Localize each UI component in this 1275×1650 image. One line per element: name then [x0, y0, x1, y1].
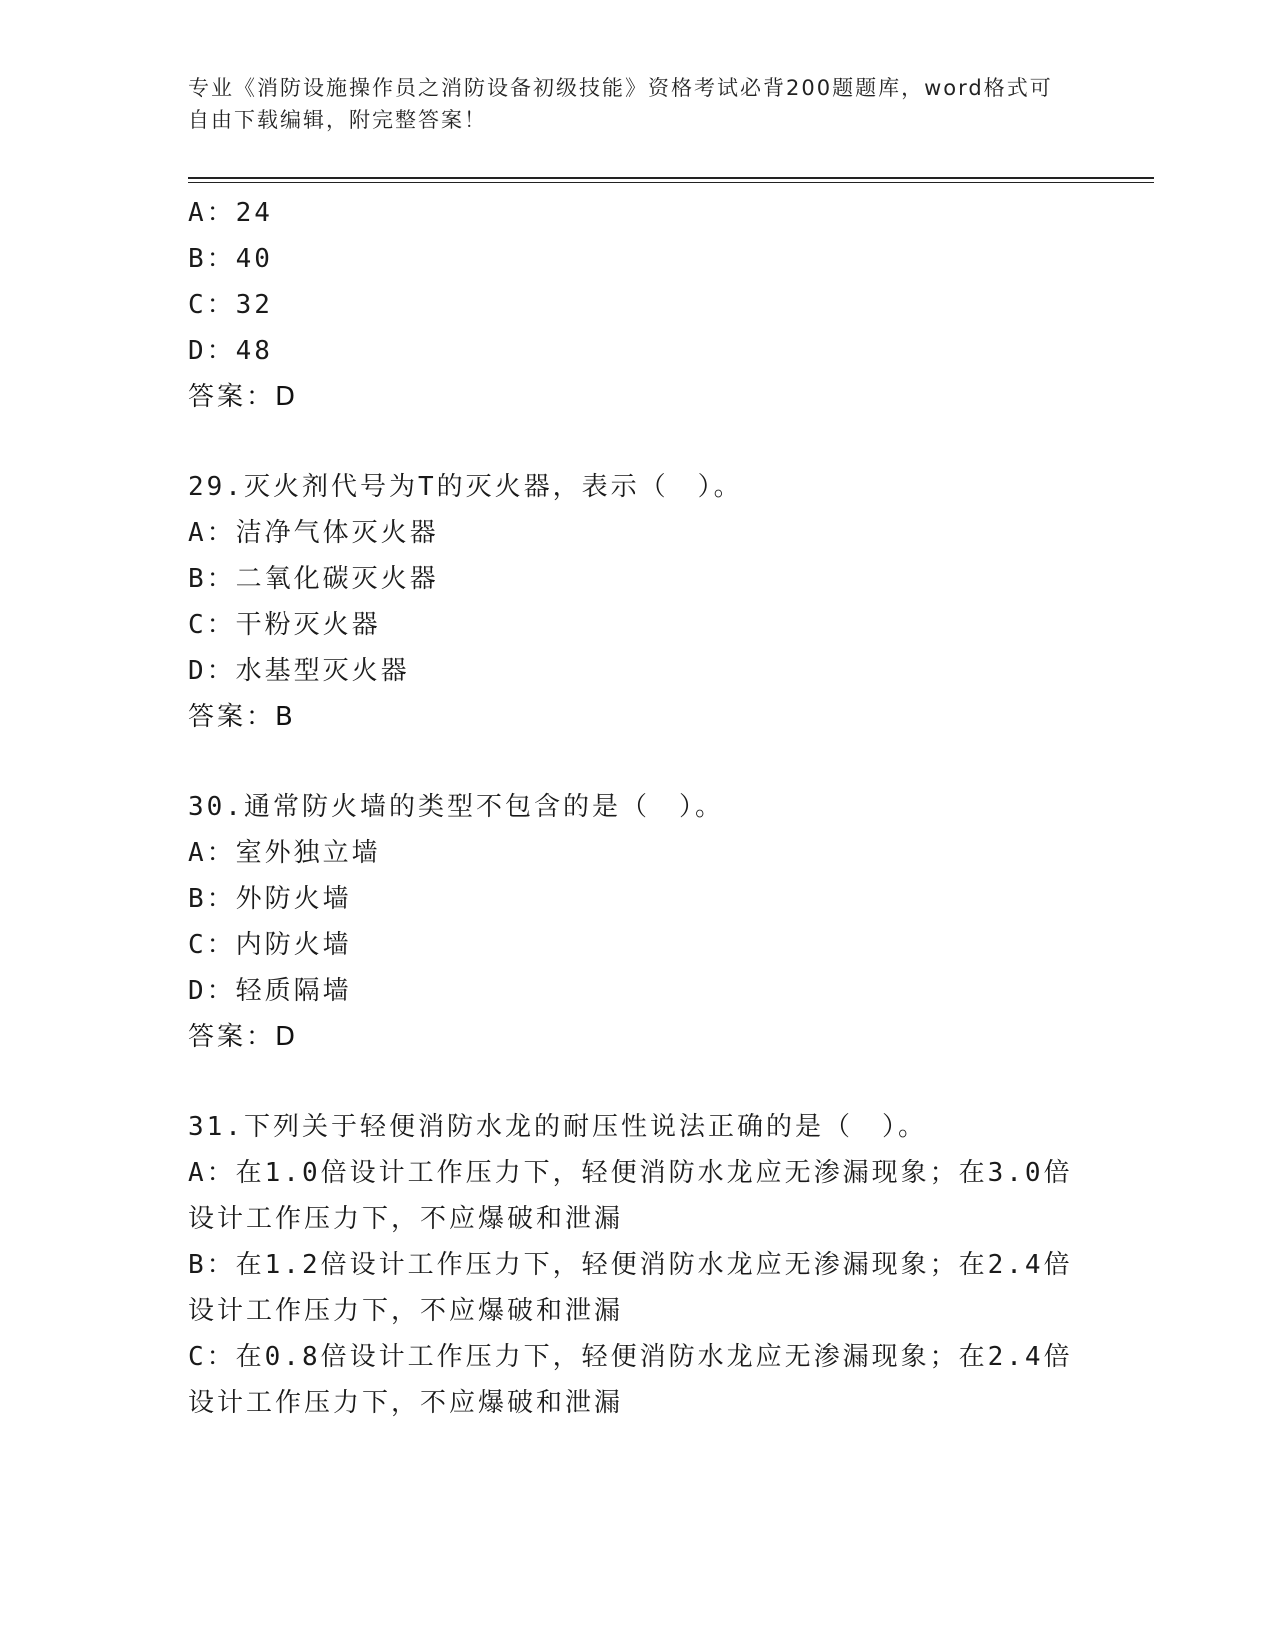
header-divider	[188, 177, 1154, 179]
option-a: A：在1.0倍设计工作压力下，轻便消防水龙应无渗漏现象；在3.0倍设计工作压力下，不应爆破和泄漏	[188, 1158, 1073, 1234]
option-d: D：水基型灭火器	[188, 656, 410, 686]
question-29	[188, 464, 1088, 740]
answer: 答案：D	[188, 382, 299, 412]
option-d: D：轻质隔墙	[188, 976, 352, 1006]
option-c: C：干粉灭火器	[188, 610, 381, 640]
option-c: C：32	[188, 290, 273, 320]
option-b: B：在1.2倍设计工作压力下，轻便消防水龙应无渗漏现象；在2.4倍设计工作压力下，不应爆破和泄漏	[188, 1250, 1073, 1326]
option-c: C：在0.8倍设计工作压力下，轻便消防水龙应无渗漏现象；在2.4倍设计工作压力下，不应爆破和泄漏	[188, 1342, 1073, 1418]
question-30	[188, 784, 1088, 1060]
option-c: C：内防火墙	[188, 930, 352, 960]
answer: 答案：D	[188, 1022, 299, 1052]
header-divider-thin	[188, 182, 1154, 183]
option-a: A：洁净气体灭火器	[188, 518, 439, 548]
question-text: 30.通常防火墙的类型不包含的是（ ）。	[188, 792, 724, 822]
question-31	[188, 1104, 1088, 1426]
option-a: A：24	[188, 198, 273, 228]
option-b: B：二氧化碳灭火器	[188, 564, 439, 594]
option-a: A：室外独立墙	[188, 838, 381, 868]
question-text: 31.下列关于轻便消防水龙的耐压性说法正确的是（ ）。	[188, 1112, 927, 1142]
option-d: D：48	[188, 336, 273, 366]
question-list	[188, 190, 1088, 1426]
option-b: B：40	[188, 244, 273, 274]
question-28	[188, 190, 1088, 420]
question-text: 29.灭火剂代号为T的灭火器，表示（ ）。	[188, 472, 743, 502]
document-header: 专业《消防设施操作员之消防设备初级技能》资格考试必背200题题库，word格式可自由下载编辑，附完整答案！	[188, 76, 1053, 132]
option-b: B：外防火墙	[188, 884, 352, 914]
answer: 答案：B	[188, 702, 296, 732]
